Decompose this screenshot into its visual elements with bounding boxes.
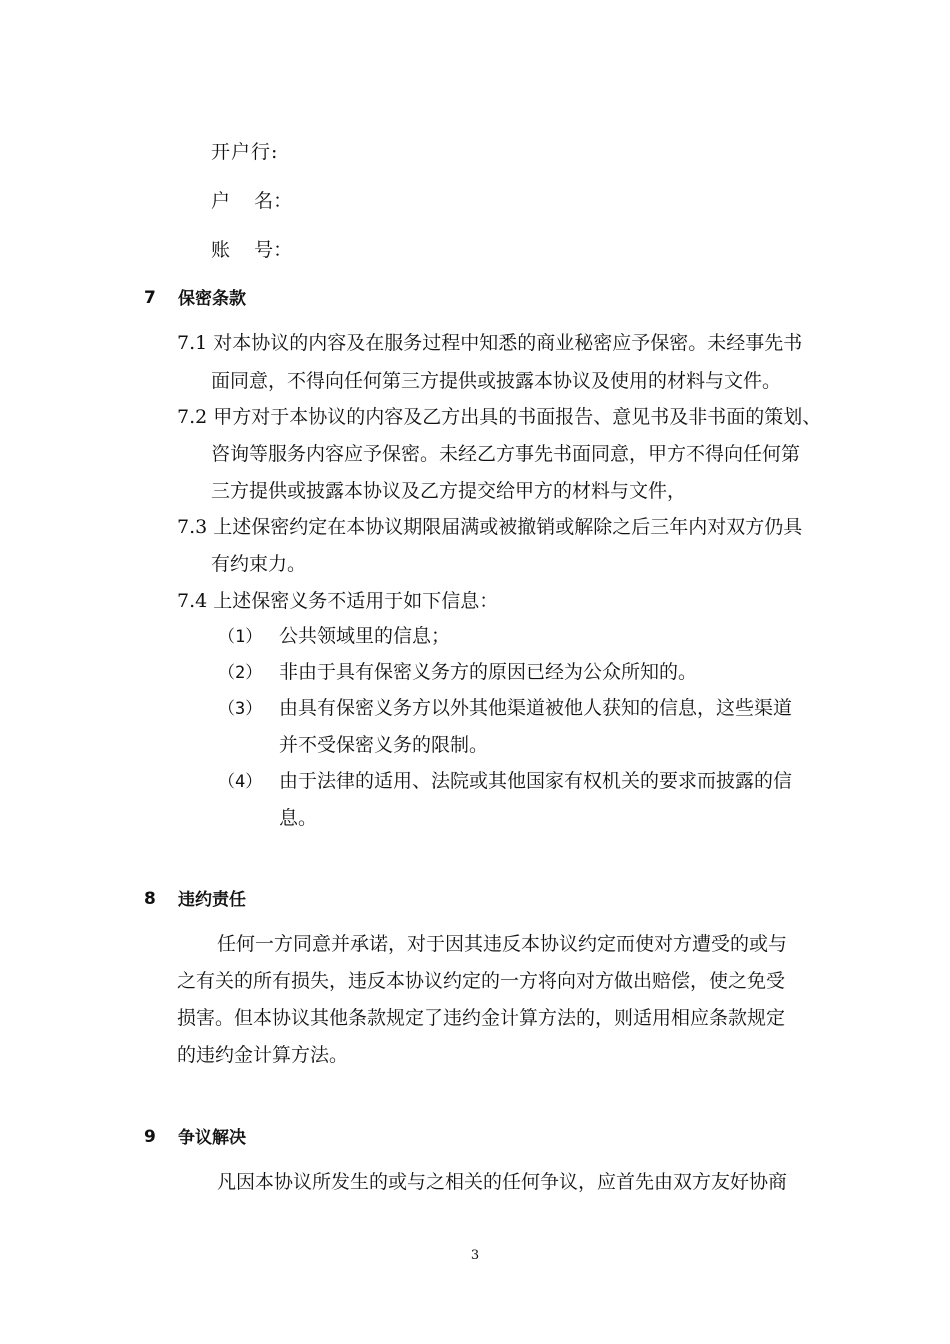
section-8-para-line-3: 损害。但本协议其他条款规定了违约金计算方法的，则适用相应条款规定 bbox=[177, 1007, 786, 1029]
clause-7-1-line-2: 面同意，不得向任何第三方提供或披露本协议及使用的材料与文件。 bbox=[211, 370, 782, 392]
clause-7-3-line-2: 有约束力。 bbox=[211, 553, 307, 575]
list-item-2-text: 非由于具有保密义务方的原因已经为公众所知的。 bbox=[279, 661, 698, 683]
list-item-4-text-line-1: 由于法律的适用、法院或其他国家有权机关的要求而披露的信 bbox=[279, 770, 793, 792]
clause-7-3-line-1: 7.3 上述保密约定在本协议期限届满或被撤销或解除之后三年内对双方仍具 bbox=[177, 516, 803, 538]
section-9-number: 9 bbox=[144, 1127, 156, 1147]
section-8-number: 8 bbox=[144, 889, 156, 909]
clause-7-1-line-1: 7.1 对本协议的内容及在服务过程中知悉的商业秘密应予保密。未经事先书 bbox=[177, 332, 803, 354]
bank-label: 开户行: bbox=[211, 141, 279, 163]
section-9-para-line-1: 凡因本协议所发生的或与之相关的任何争议，应首先由双方友好协商 bbox=[217, 1171, 788, 1193]
section-9-title: 争议解决 bbox=[178, 1128, 246, 1148]
list-item-4-text-line-2: 息。 bbox=[279, 807, 318, 829]
section-7-title: 保密条款 bbox=[178, 289, 246, 309]
clause-7-2-line-1: 7.2 甲方对于本协议的内容及乙方出具的书面报告、意见书及非书面的策划、 bbox=[177, 406, 822, 428]
account-name-label: 户 名： bbox=[211, 190, 293, 212]
clause-7-4-line-1: 7.4 上述保密义务不适用于如下信息： bbox=[177, 590, 499, 612]
list-item-2-marker: （2） bbox=[218, 663, 263, 683]
section-7-number: 7 bbox=[144, 288, 156, 308]
section-8-para-line-1: 任何一方同意并承诺，对于因其违反本协议约定而使对方遭受的或与 bbox=[217, 933, 788, 955]
section-8-para-line-4: 的违约金计算方法。 bbox=[177, 1044, 349, 1066]
list-item-1-marker: （1） bbox=[218, 627, 263, 647]
list-item-4-marker: （4） bbox=[218, 772, 263, 792]
list-item-1-text: 公共领域里的信息； bbox=[279, 625, 451, 647]
list-item-3-text-line-2: 并不受保密义务的限制。 bbox=[279, 734, 489, 756]
account-number-label: 账 号： bbox=[211, 239, 293, 261]
section-8-title: 违约责任 bbox=[178, 890, 246, 910]
section-8-para-line-2: 之有关的所有损失，违反本协议约定的一方将向对方做出赔偿，使之免受 bbox=[177, 970, 786, 992]
page-number: 3 bbox=[470, 1248, 480, 1263]
clause-7-2-line-3: 三方提供或披露本协议及乙方提交给甲方的材料与文件， bbox=[211, 480, 687, 502]
list-item-3-marker: （3） bbox=[218, 699, 263, 719]
list-item-3-text-line-1: 由具有保密义务方以外其他渠道被他人获知的信息，这些渠道 bbox=[279, 697, 793, 719]
clause-7-2-line-2: 咨询等服务内容应予保密。未经乙方事先书面同意，甲方不得向任何第 bbox=[211, 443, 801, 465]
